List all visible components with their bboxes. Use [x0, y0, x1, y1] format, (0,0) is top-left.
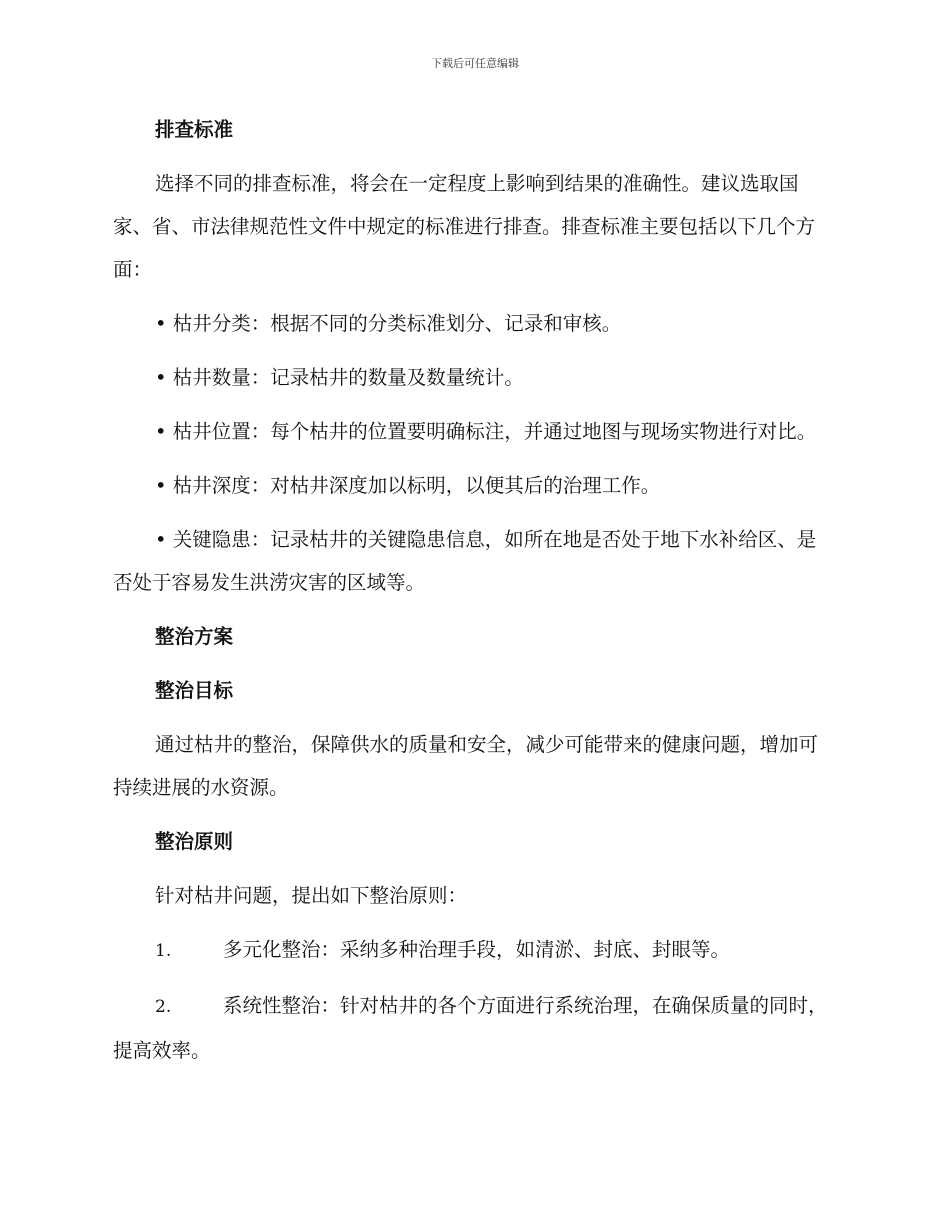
- numbered-item: [113, 928, 833, 973]
- heading-goal: 整治目标: [155, 679, 234, 702]
- paragraph-standard-intro: 选择不同的排查标准，将会在一定程度上影响到结果的准确性。建议选取国家、省、市法律规范性文件中规定的标准进行排查。排查标准主要包括以下几个方面：: [113, 172, 816, 281]
- item-text: 多元化整治：采纳多种治理手段，如清淤、封底、封眼等。: [223, 938, 731, 961]
- bullet-item: • 枯井数量：记录枯井的数量及数量统计。: [155, 366, 524, 389]
- item-text: 系统性整治：针对枯井的各个方面进行系统治理，在确保质量的同时，提高效率。: [113, 994, 828, 1062]
- heading-principle: 整治原则: [155, 830, 234, 853]
- document-body: [113, 108, 833, 1072]
- numbered-item: [113, 984, 833, 1072]
- item-number: 2.: [155, 997, 172, 1017]
- paragraph-principle-intro: 针对枯井问题，提出如下整治原则：: [155, 884, 468, 907]
- bullet-item: • 枯井分类：根据不同的分类标准划分、记录和审核。: [155, 312, 622, 335]
- heading-plan: 整治方案: [155, 625, 234, 648]
- bullet-item: • 枯井深度：对枯井深度加以标明，以便其后的治理工作。: [155, 474, 661, 497]
- bullet-item: • 枯井位置：每个枯井的位置要明确标注，并通过地图与现场实物进行对比。: [155, 420, 817, 443]
- paragraph-goal: 通过枯井的整治，保障供水的质量和安全，减少可能带来的健康问题，增加可持续进展的水资源。: [113, 733, 819, 799]
- item-number: 1.: [155, 941, 172, 961]
- bullet-item: • 关键隐患：记录枯井的关键隐患信息，如所在地是否处于地下水补给区、是否处于容易发生洪涝灾害的区域等。: [113, 528, 817, 594]
- heading-standard: 排查标准: [155, 118, 234, 141]
- page-header: 下载后可任意编辑: [431, 57, 519, 70]
